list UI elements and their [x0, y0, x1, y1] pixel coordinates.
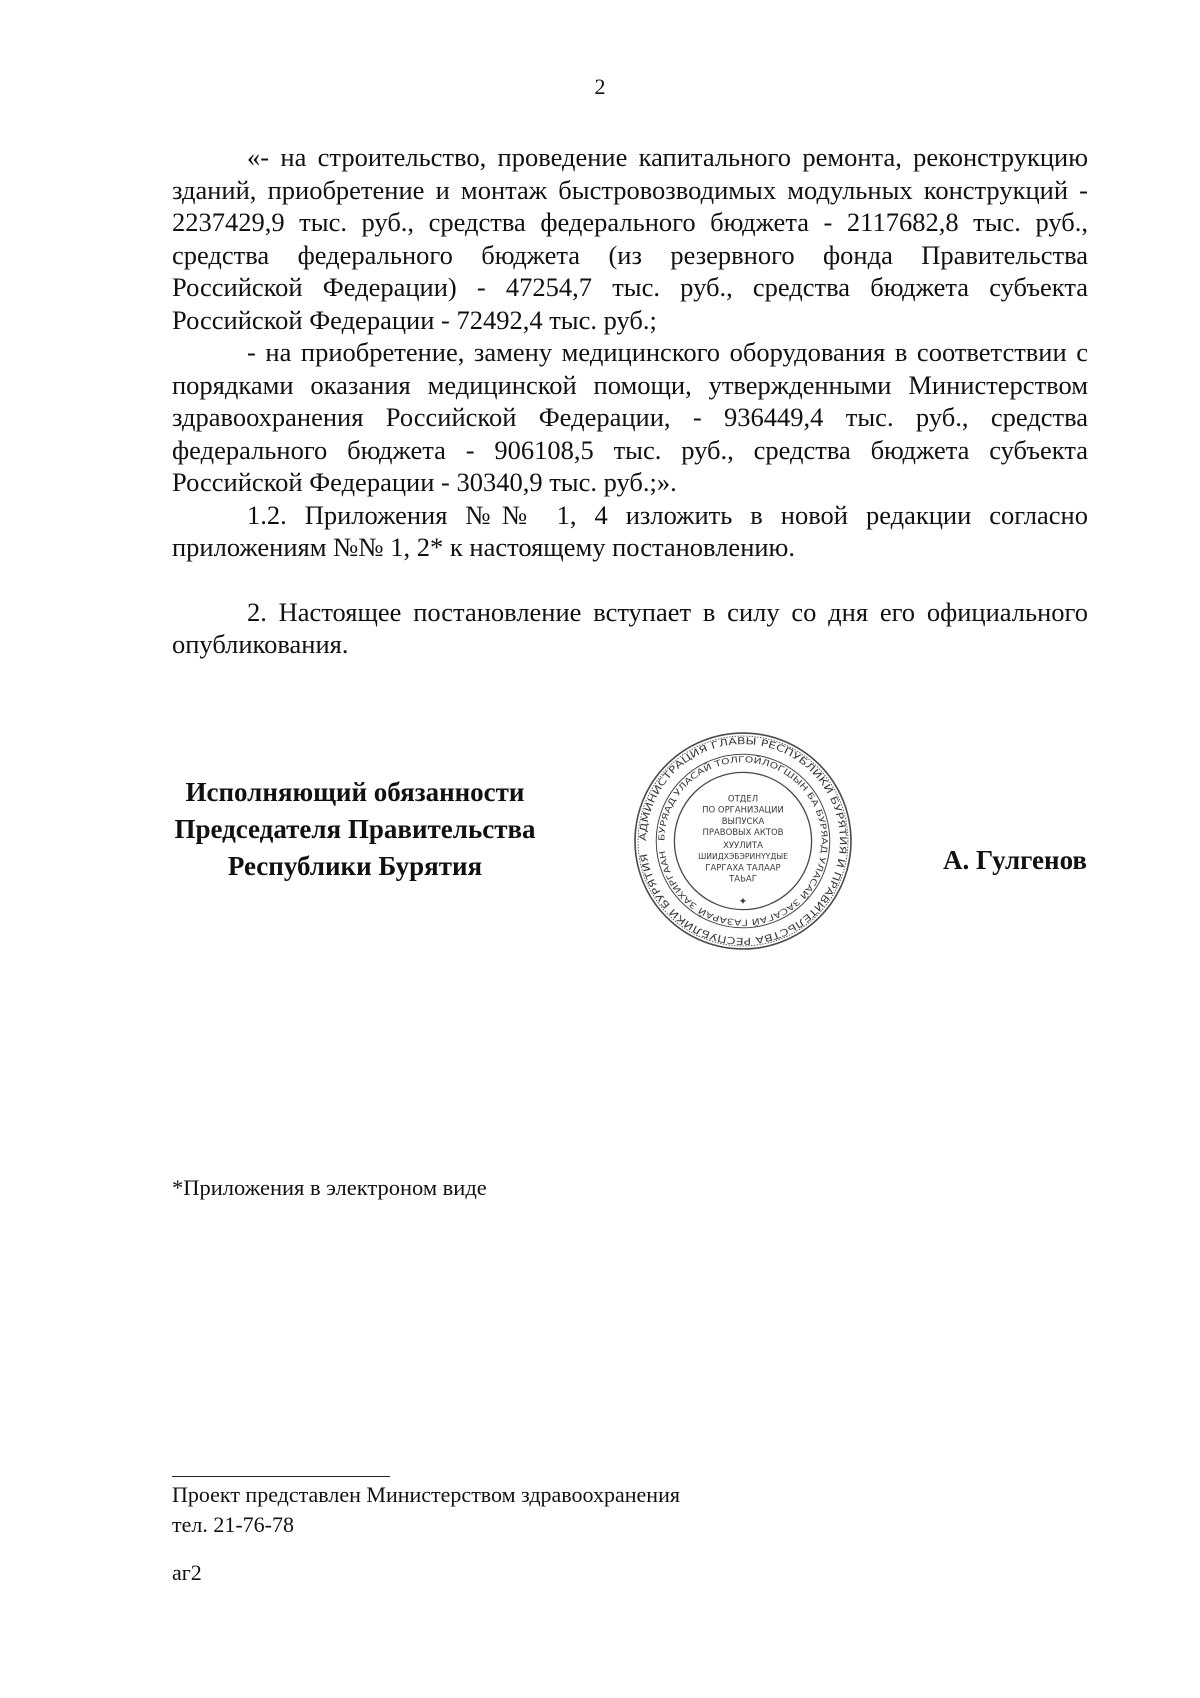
signatory-name: А. Гулгенов: [943, 845, 1087, 875]
stamp-center-line: ШИИДХЭБЭРИНҮҮДЫЕ: [698, 852, 788, 862]
stamp-center-line: ВЫПУСКА: [721, 815, 765, 826]
stamp-center-line: ХУУЛИТА: [723, 840, 763, 851]
footer: [172, 1480, 680, 1540]
stamp-center-line: ГАРГАХА ТАЛААР: [705, 862, 781, 873]
stamp-star-icon: ✦: [738, 896, 748, 908]
page-number: 2: [594, 74, 606, 99]
official-stamp: [632, 730, 854, 952]
stamp-center-line: ОТДЕЛ: [727, 793, 759, 804]
signatory-position-line: Исполняющий обязанности: [185, 777, 525, 807]
stamp-inner-text: БУРЯАД УЛАСАЙ ТОЛГОЙЛОГШЫН БА БУРЯАД УЛАСАЙ ЗАСАГАЙ ГАЗАРАЙ ЗАХИРГААН: [656, 754, 830, 928]
signatory-position-line: Республики Бурятия: [227, 851, 483, 881]
signatory-position: [155, 774, 555, 885]
footer-divider: [172, 1476, 390, 1477]
stamp-outer-text: АДМИНИСТРАЦИЯ ГЛАВЫ РЕСПУБЛИКИ БУРЯТИЯ И ПРАВИТЕЛЬСТВА РЕСПУБЛИКИ БУРЯТИЯ: [638, 736, 848, 946]
appendix-note: *Приложения в электроном виде: [172, 1175, 487, 1200]
stamp-center-line: ПРАВОВЫХ АКТОВ: [702, 826, 784, 837]
paragraph-appendices: 1.2. Приложения №№ 1, 4 изложить в новой редакции согласно приложениям №№ 1, 2* к настоящему постановлению.: [172, 499, 1088, 562]
footer-author: Проект представлен Министерством здравоохранения: [172, 1482, 680, 1507]
paragraph-equipment: - на приобретение, замену медицинского оборудования в соответствии с порядками оказания медицинской помощи, утвержденными Министерством здравоохранения Российской Федерации, - 936449,4 тыс. руб., средства федерального бюджета - 906108,5 тыс. руб., средства бюджета субъекта Российской Федерации - 30340,9 тыс. руб.;».: [172, 337, 1088, 497]
document-code: аг2: [172, 1560, 202, 1585]
stamp-center-line: ПО ОРГАНИЗАЦИИ: [702, 804, 784, 815]
document-body: [172, 141, 1088, 661]
signatory-position-line: Председателя Правительства: [174, 814, 536, 844]
paragraph-effective-date: 2. Настоящее постановление вступает в силу со дня его официального опубликования.: [172, 596, 1088, 659]
stamp-center-line: ТАЬАГ: [729, 873, 757, 884]
paragraph-construction: «- на строительство, проведение капитального ремонта, реконструкцию зданий, приобретение и монтаж быстровозводимых модульных конструкций - 2237429,9 тыс. руб., средства федерального бюджета - 2117682,8 тыс. руб., средства федерального бюджета (из резервного фонда Правительства Российской Федерации) - 47254,7 тыс. руб., средства бюджета субъекта Российской Федерации - 72492,4 тыс. руб.;: [172, 142, 1088, 335]
footer-phone: тел. 21-76-78: [172, 1512, 295, 1537]
